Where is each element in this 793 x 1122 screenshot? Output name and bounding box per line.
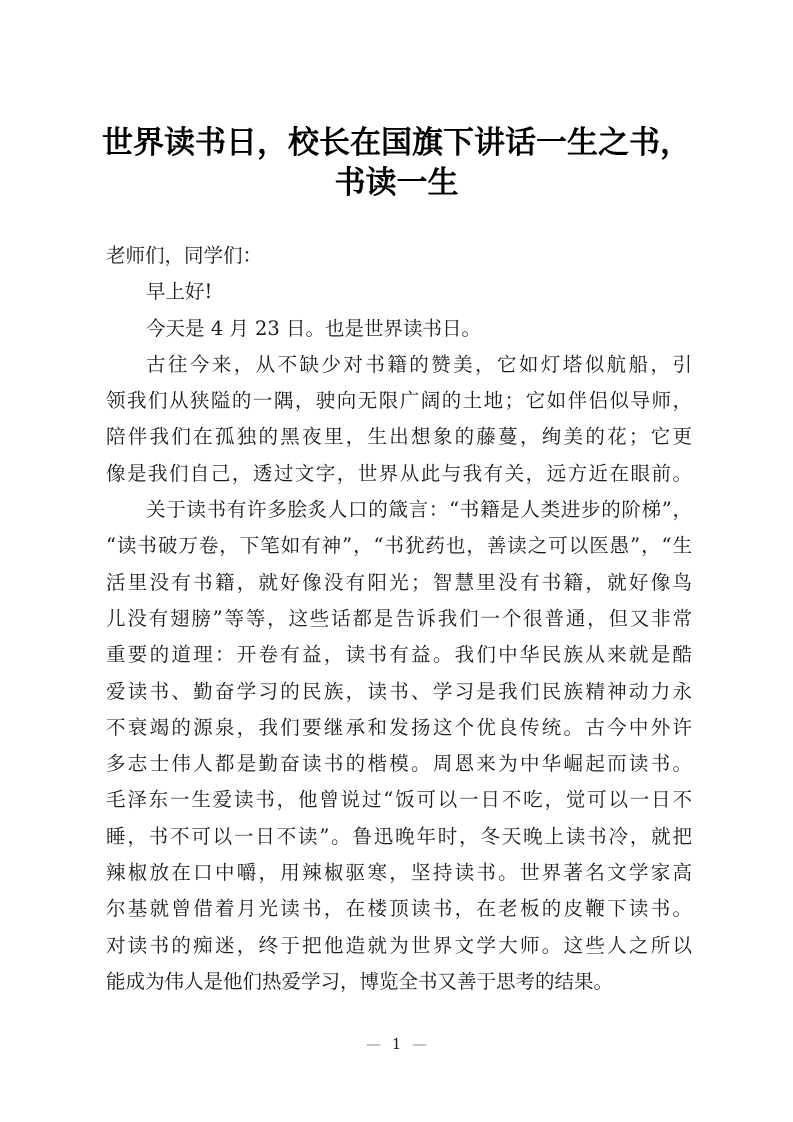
paragraph-3-line: 多志士伟人都是勤奋读书的楷模。周恩来为中华崛起而读书。 [106, 752, 692, 776]
document-title-line-2: 书读一生 [334, 165, 459, 201]
paragraph-3-line: 辣椒放在口中嚼，用辣椒驱寒，坚持读书。世界著名文学家高 [106, 861, 692, 885]
paragraph-3-line: 活里没有书籍，就好像没有阳光；智慧里没有书籍，就好像鸟 [106, 570, 692, 594]
greeting: 早上好! [146, 280, 213, 304]
paragraph-2-line: 陪伴我们在孤独的黑夜里，生出想象的藤蔓，绚美的花；它更 [106, 425, 692, 449]
page-number: 1 [391, 1035, 402, 1053]
paragraph-3-line: 儿没有翅膀”等等，这些话都是告诉我们一个很普通，但又非常 [106, 606, 692, 630]
paragraph-3-line: “读书破万卷，下笔如有神”，“书犹药也，善读之可以医愚”，“生 [106, 534, 692, 558]
paragraph-3-line: 能成为伟人是他们热爱学习，博览全书又善于思考的结果。 [106, 969, 614, 993]
paragraph-3-line: 关于读书有许多脍炙人口的箴言：“书籍是人类进步的阶梯”， [146, 498, 692, 522]
paragraph-3-line: 爱读书、勤奋学习的民族，读书、学习是我们民族精神动力永 [106, 679, 692, 703]
paragraph-3-line: 尔基就曾借着月光读书，在楼顶读书，在老板的皮鞭下读书。 [106, 897, 692, 921]
paragraph-2-line: 古往今来，从不缺少对书籍的赞美，它如灯塔似航船，引 [146, 352, 692, 376]
document-title-line-1: 世界读书日，校长在国旗下讲话一生之书， [102, 125, 691, 161]
paragraph-3-line: 不衰竭的源泉，我们要继承和发扬这个优良传统。古今中外许 [106, 715, 692, 739]
footer-dash-right: — [412, 1035, 428, 1053]
paragraph-3-line: 对读书的痴迷，终于把他造就为世界文学大师。这些人之所以 [106, 933, 692, 957]
paragraph-3-line: 毛泽东一生爱读书，他曾说过“饭可以一日不吃，觉可以一日不 [106, 788, 692, 812]
document-body [106, 238, 692, 1000]
paragraph-2-line: 像是我们自己，透过文字，世界从此与我有关，远方近在眼前。 [106, 461, 692, 485]
paragraph-1-line: 今天是 4 月 23 日。也是世界读书日。 [146, 316, 482, 340]
page-footer [0, 1035, 793, 1053]
footer-dash-left: — [365, 1035, 381, 1053]
salutation: 老师们，同学们： [106, 244, 263, 267]
paragraph-3-line: 重要的道理：开卷有益，读书有益。我们中华民族从来就是酷 [106, 643, 692, 667]
paragraph-3-line: 睡，书不可以一日不读”。鲁迅晚年时，冬天晚上读书冷，就把 [106, 824, 692, 848]
paragraph-2-line: 领我们从狭隘的一隅，驶向无限广阔的土地；它如伴侣似导师， [106, 389, 692, 413]
